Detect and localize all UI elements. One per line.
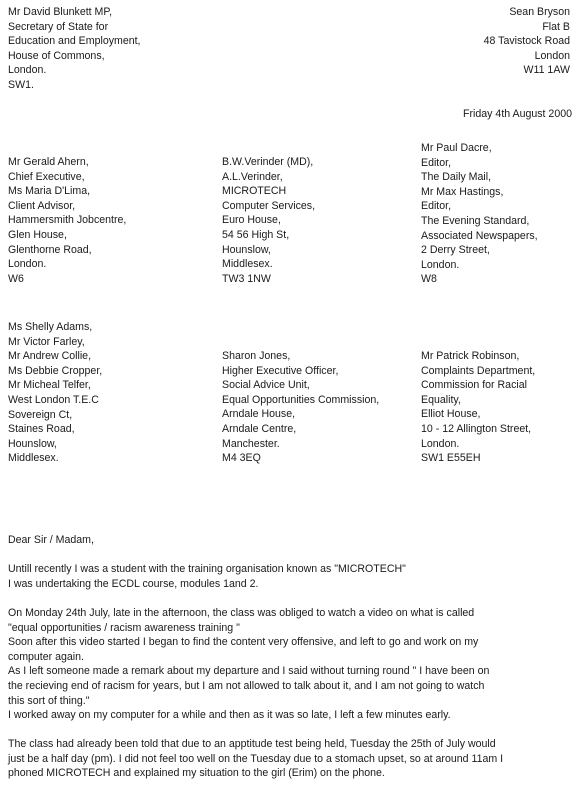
address-line: A.L.Verinder,: [222, 170, 283, 183]
address-line: House of Commons,: [8, 49, 105, 62]
address-line: Manchester.: [222, 437, 280, 450]
salutation: Dear Sir / Madam,: [8, 534, 94, 546]
body-line: computer again.: [8, 650, 84, 663]
address-line: Ms Shelly Adams,: [8, 321, 93, 333]
body-line: phoned MICROTECH and explained my situation to the girl (Erim) on the phone.: [8, 767, 385, 780]
address-line: Middlesex.: [8, 452, 59, 465]
address-line: Hammersmith Jobcentre,: [8, 214, 127, 227]
address-line: Ms Debbie Cropper,: [8, 364, 103, 377]
address-line: Middlesex.: [222, 258, 273, 271]
address-line: Mr Micheal Telfer,: [8, 379, 91, 392]
address-line: London.: [421, 437, 460, 450]
body-line: this sort of thing.": [8, 694, 90, 707]
address-line: Secretary of State for: [8, 20, 109, 33]
address-line: Complaints Department,: [421, 364, 536, 377]
cc-microtech: [222, 155, 315, 286]
address-line: 10 - 12 Allington Street,: [421, 422, 532, 435]
address-line: Computer Services,: [222, 199, 316, 212]
address-line: TW3 1NW: [222, 272, 271, 285]
address-line: Editor,: [421, 156, 452, 169]
address-line: Glenthorne Road,: [8, 243, 92, 256]
address-line: London.: [8, 258, 47, 271]
body-line: Untill recently I was a student with the training organisation known as "MICROTECH": [8, 563, 406, 575]
recipient-address: [8, 5, 141, 93]
address-line: W8: [421, 273, 437, 286]
cc-eoc: [222, 349, 379, 466]
address-line: Social Advice Unit,: [222, 379, 310, 392]
body-line: the recieving end of racism for years, but I am not allowed to talk about it, and I am not going to watch: [8, 679, 485, 692]
address-line: W11 1AW: [523, 64, 570, 77]
address-line: Associated Newspapers,: [421, 229, 538, 242]
address-line: Mr Andrew Collie,: [8, 350, 92, 363]
address-line: London.: [421, 258, 460, 271]
address-line: West London T.E.C: [8, 393, 99, 406]
address-line: Sovereign Ct,: [8, 408, 73, 421]
address-line: Arndale Centre,: [222, 422, 297, 435]
cc-jobcentre: [8, 155, 126, 286]
address-line: Editor,: [421, 200, 452, 213]
address-line: Client Advisor,: [8, 199, 76, 212]
address-line: Hounslow,: [222, 243, 271, 256]
address-line: Sharon Jones,: [222, 350, 291, 362]
cc-press: [421, 141, 538, 287]
address-line: M4 3EQ: [222, 452, 261, 465]
address-line: B.W.Verinder (MD),: [222, 156, 314, 168]
body-line: Soon after this video started I began to find the content very offensive, and left to go and work on my: [8, 636, 479, 649]
address-line: Mr Victor Farley,: [8, 335, 85, 348]
address-line: London: [534, 49, 570, 62]
letter-date: Friday 4th August 2000: [463, 108, 572, 120]
address-line: 54 56 High St,: [222, 228, 290, 241]
address-line: Sean Bryson: [509, 6, 570, 18]
address-line: SW1 E55EH: [421, 452, 481, 465]
sender-address: [484, 5, 570, 78]
body-line: The class had already been told that due to an apptitude test being held, Tuesday the 25th of July would: [8, 738, 496, 750]
address-line: Arndale House,: [222, 408, 296, 421]
address-line: Mr Max Hastings,: [421, 185, 504, 198]
address-line: Glen House,: [8, 228, 67, 241]
address-line: Mr Patrick Robinson,: [421, 350, 520, 362]
body-line: "equal opportunities / racism awareness training ": [8, 621, 240, 634]
cc-tec: [8, 320, 102, 466]
address-line: Mr Paul Dacre,: [421, 142, 492, 154]
body-line: I was undertaking the ECDL course, modules 1and 2.: [8, 577, 259, 590]
body-line: just be a half day (pm). I did not feel too well on the Tuesday due to a stomach upset, so at around 11am I: [8, 752, 504, 765]
address-line: London.: [8, 64, 47, 77]
address-line: Equal Opportunities Commission,: [222, 393, 380, 406]
address-line: Commission for Racial: [421, 379, 527, 392]
address-line: Ms Maria D'Lima,: [8, 185, 91, 198]
cc-cre: [421, 349, 535, 466]
body-line: As I left someone made a remark about my departure and I said without turning round " I have been on: [8, 665, 490, 678]
address-line: Education and Employment,: [8, 35, 141, 48]
address-line: Chief Executive,: [8, 170, 85, 183]
address-line: Mr David Blunkett MP,: [8, 6, 113, 18]
letter-body: [8, 737, 570, 781]
address-line: SW1.: [8, 78, 34, 91]
address-line: The Daily Mail,: [421, 171, 492, 184]
address-line: Higher Executive Officer,: [222, 364, 339, 377]
address-line: Elliot House,: [421, 408, 481, 421]
body-line: On Monday 24th July, late in the afternoon, the class was obliged to watch a video on what is called: [8, 607, 475, 619]
address-line: Equality,: [421, 393, 461, 406]
address-line: 2 Derry Street,: [421, 244, 490, 257]
address-line: Flat B: [542, 20, 570, 33]
address-line: Euro House,: [222, 214, 281, 227]
address-line: Staines Road,: [8, 423, 75, 436]
letter-body: [8, 606, 570, 723]
address-line: Mr Gerald Ahern,: [8, 156, 89, 168]
address-line: W6: [8, 272, 24, 285]
address-line: 48 Tavistock Road: [483, 35, 570, 48]
address-line: The Evening Standard,: [421, 214, 530, 227]
body-line: I worked away on my computer for a while and then as it was so late, I left a few minutes early.: [8, 709, 451, 722]
letter-body: [8, 562, 570, 591]
address-line: MICROTECH: [222, 185, 287, 198]
address-line: Hounslow,: [8, 437, 57, 450]
